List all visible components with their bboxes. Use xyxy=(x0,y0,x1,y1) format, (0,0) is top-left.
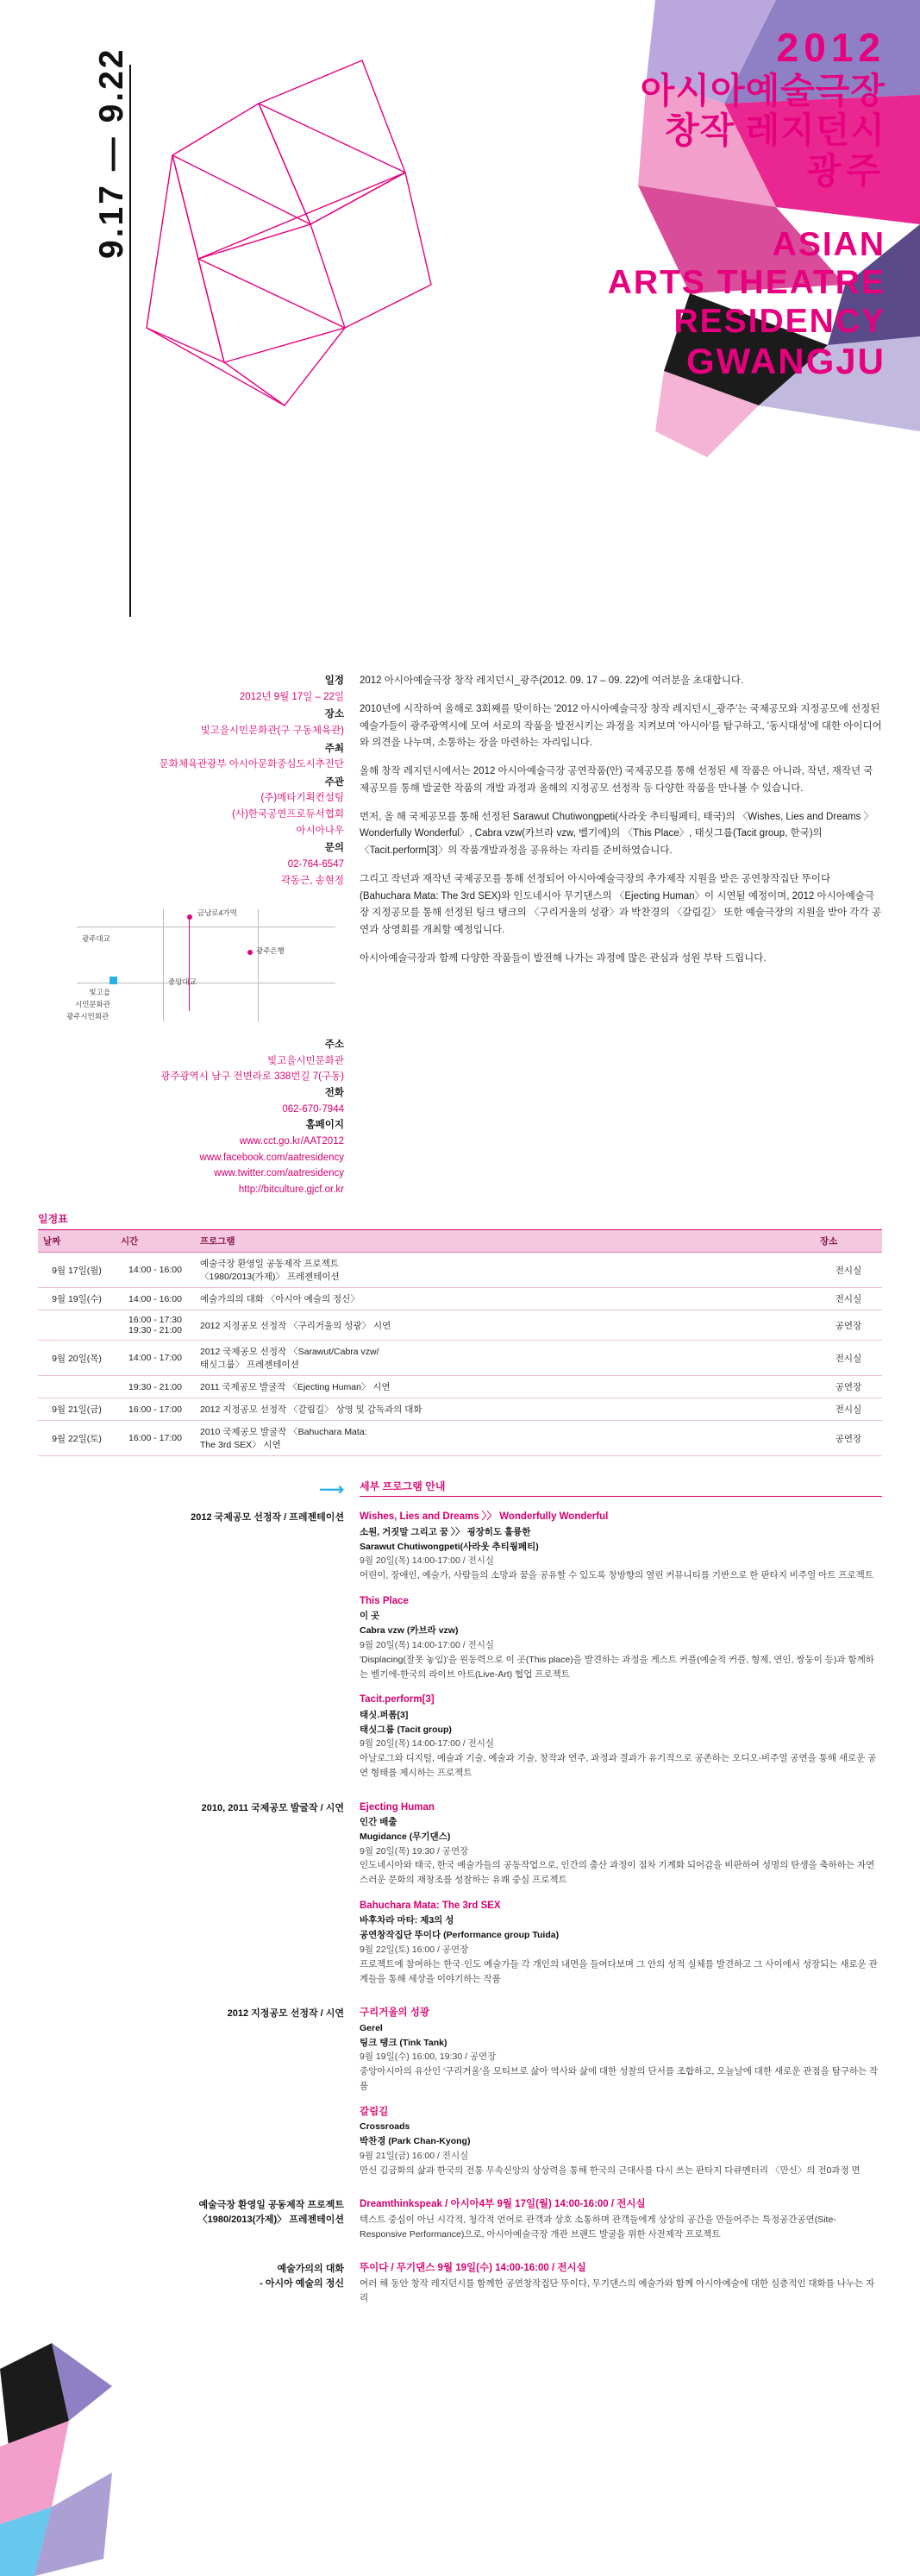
program-meta: 9월 20일(목) 14:00-17:00 / 전시실 xyxy=(360,1555,495,1567)
schedule-title: 일정표 xyxy=(38,1211,882,1230)
program-entry xyxy=(360,2260,882,2305)
schedule-cell-date: 9월 19일(수) xyxy=(38,1288,116,1310)
schedule-section xyxy=(0,1197,920,1456)
schedule-cell-date: 9월 22일(토) xyxy=(38,1421,116,1456)
map-label-gwangjudaegyo: 광주대교 xyxy=(82,934,110,944)
address-label: 주소 xyxy=(324,1040,344,1051)
schedule-cell-place: 공연장 xyxy=(815,1421,882,1456)
schedule-cell-program: 2010 국제공모 발굴작 〈Bahuchara Mata: The 3rd SEX〉 시연 xyxy=(195,1421,815,1456)
hero-title-en-line2: ARTS THEATRE xyxy=(607,264,886,302)
address-line-2: 광주광역시 남구 전변라로 338번길 7(구동) xyxy=(160,1071,344,1083)
schedule-cell-time: 19:30 - 21:00 xyxy=(116,1376,195,1398)
program-description: 여러 해 동안 창작 레지던시를 함께한 공연창작집단 뚜이다, 무기댄스의 예술가와 함께 아시아예술에 대한 심층적인 대화를 나누는 자리 xyxy=(360,2278,875,2303)
table-row xyxy=(38,1341,882,1376)
program-entry xyxy=(360,1692,882,1780)
program-meta: 9월 21일(금) 16:00 / 전시실 xyxy=(360,2150,469,2161)
schedule-cell-program: 2012 지정공모 선정작 〈갈림길〉 상영 및 감독과의 대화 xyxy=(195,1398,815,1421)
program-entry xyxy=(360,1593,882,1681)
schedule-cell-program: 2012 국제공모 선정작 〈Sarawut/Cabra vzw/ 태싯그룹〉 프레젠테이션 xyxy=(195,1341,815,1376)
program-description: 만신 김금화의 삶과 한국의 전통 무속신앙의 상상력을 통해 한국의 근대사를 다시 쓰는 판타지 다큐멘터리 〈만신〉의 전0과정 면 xyxy=(360,2164,861,2176)
program-entry xyxy=(360,1800,882,1888)
hero-title-ko-line1: 아시아예술극장 xyxy=(640,70,886,110)
program-meta: 9월 20일(목) 14:00-17:00 / 전시실 xyxy=(360,1639,495,1650)
detail-group-label: 2012 국제공모 선정작 / 프레젠테이션 xyxy=(191,1512,344,1524)
map-label-citizenhall: 광주시민회관 xyxy=(66,1012,110,1021)
hero-title-en-line1: ASIAN xyxy=(772,226,886,263)
program-description: 아날로그와 디지털, 예술과 기술, 예술과 기술, 창작과 연주, 과정과 결과가 유기적으로 공존하는 오디오-비주얼 공연을 통해 새로운 공연 형태를 제시하는 프로젝트 xyxy=(360,1753,877,1778)
map-label-gwangjubank: 광주은행 xyxy=(256,946,285,956)
table-row xyxy=(38,1310,882,1341)
schedule-cell-program: 2011 국제공모 발굴작 〈Ejecting Human〉 시연 xyxy=(195,1376,815,1398)
detail-group-body xyxy=(360,2260,882,2315)
schedule-body xyxy=(38,1253,882,1456)
detail-group xyxy=(0,1791,920,1997)
info-row-label: 주관 xyxy=(324,776,344,788)
hero-title-ko-line2: 창작 레지던시 xyxy=(664,110,886,151)
map-marker-venue xyxy=(110,977,117,984)
program-meta: 9월 19일(수) 16:00, 19:30 / 공연장 xyxy=(360,2051,497,2063)
schedule-cell-place: 전시실 xyxy=(815,1253,882,1288)
program-entry xyxy=(360,2005,882,2093)
schedule-col-header: 날짜 xyxy=(38,1230,116,1253)
detail-group-body xyxy=(360,2196,882,2252)
schedule-cell-place: 공연장 xyxy=(815,1376,882,1398)
program-title-ko: 태싯.퍼폼[3] xyxy=(360,1709,409,1720)
intro-paragraphs xyxy=(360,673,882,968)
schedule-cell-date: 9월 17일(월) xyxy=(38,1253,116,1288)
program-entry xyxy=(360,1898,882,1986)
program-title-en: Wishes, Lies and Dreams 〉〉 Wonderfully Wonderful xyxy=(360,1511,609,1523)
info-row xyxy=(38,741,344,773)
phone-value: 062-670-7944 xyxy=(282,1103,344,1115)
program-meta: 9월 22일(토) 16:00 / 공연장 xyxy=(360,1945,469,1956)
map-dot-1 xyxy=(187,914,192,920)
program-entry xyxy=(360,2196,882,2241)
schedule-cell-date xyxy=(38,1310,116,1341)
table-row xyxy=(38,1288,882,1310)
program-entry xyxy=(360,2104,882,2178)
program-title-en: Tacit.perform[3] xyxy=(360,1694,435,1706)
intro-paragraph: 2010년에 시작하여 올해로 3회째를 맞이하는 '2012 아시아예술극장 창작 레지던시_광주'는 국제공모와 지정공모에 선정된 예술가들이 광주광역시에 모여 서로의 작품을 발전시키는 과정을 지켜보며 '아시아'를 탐구하고, '동시대성'에 대한 아이디어와 의견을 나누며, 소통하는 장을 마련하는 자리입니다. xyxy=(360,703,882,749)
detail-group-label: 2010, 2011 국제공모 발굴작 / 시연 xyxy=(201,1802,344,1813)
schedule-cell-time: 16:00 - 17:00 xyxy=(116,1398,195,1421)
info-row-value: 아시아나우 xyxy=(296,825,344,836)
info-row xyxy=(38,775,344,839)
detail-group-label: 2012 지정공모 선정작 / 시연 xyxy=(227,2008,344,2020)
schedule-cell-program: 예술가의의 대화 〈아시아 예술의 정신〉 xyxy=(195,1288,815,1310)
program-title-en: Bahuchara Mata: The 3rd SEX xyxy=(360,1901,501,1912)
program-title-en: Ejecting Human xyxy=(360,1801,435,1813)
info-row-value: 곽동근, 송현정 xyxy=(280,875,344,886)
program-title-en: This Place xyxy=(360,1595,409,1606)
info-row-label: 일정 xyxy=(324,675,344,686)
schedule-header-row xyxy=(38,1230,882,1253)
program-description: 텍스트 중심이 아닌 시각적, 청각적 언어로 관객과 상호 소통하며 관객들에게 상상의 공간을 만들어주는 특정공간공연(Site-Responsive Performance)으로, 아시아예술극장 개관 브랜드 발굴을 위한 사전제작 프로젝트 xyxy=(360,2214,836,2240)
program-title-ko: 소원, 거짓말 그리고 꿈 〉〉 굉장히도 훌륭한 xyxy=(360,1526,531,1537)
program-description: 인도네시아와 태국, 한국 예술가들의 공동작업으로, 인간의 출산 과정이 점차 기계화 되어감을 비판하여 성명의 탄생을 축하하는 자연스러운 문화의 재창조를 성찰하는 유쾌 중심 프로젝트 xyxy=(360,1860,875,1886)
info-row xyxy=(38,840,344,889)
detail-group xyxy=(0,2252,920,2315)
info-row-value: 02-764-6547 xyxy=(287,858,344,870)
program-title-en: 구리거울의 성광 xyxy=(360,2007,429,2019)
detail-groups xyxy=(0,1500,920,2315)
info-row-label: 장소 xyxy=(324,709,344,720)
program-title-en: 갈림길 xyxy=(360,2106,389,2117)
table-row xyxy=(38,1376,882,1398)
schedule-cell-place: 공연장 xyxy=(815,1310,882,1341)
schedule-cell-place: 전시실 xyxy=(815,1398,882,1421)
intro-paragraph: 아시아예술극장과 함께 다양한 작품들이 발전해 나가는 과정에 많은 관심과 성원 부탁 드립니다. xyxy=(360,952,767,964)
intro-paragraph: 먼저, 올 해 국제공모를 통해 선정된 Sarawut Chutiwongpeti(사라웃 추티웡페티, 태국)의 〈Wishes, Lies and Dreams 〉 Wonderfully Wonderful〉, Cabra vzw(카브라 vzw, 벨기에)의 〈This Place〉, 태싯그룹(Tacit group, 한국)의 〈Tacit.perform[3]〉의 작품개발과정을 공유하는 자리를 준비하였습니다. xyxy=(360,811,874,857)
info-row-label: 주최 xyxy=(324,743,344,754)
homepage-link-2[interactable]: www.facebook.com/aatresidency xyxy=(199,1152,344,1163)
program-title-en: Dreamthinkspeak / 아시아4부 9월 17일(월) 14:00-16:00 / 전시실 xyxy=(360,2199,646,2210)
program-meta: 9월 20일(목) 19:30 / 공연장 xyxy=(360,1845,469,1857)
homepage-link-1[interactable]: www.cct.go.kr/AAT2012 xyxy=(239,1135,344,1147)
program-description: 'Displacing(잘못 놓임)'을 원동력으로 이 곳(This place)을 발견하는 과정을 게스트 커플(예술적 커플, 형제, 연인, 쌍둥이 등)과 함께하는 벨기에-한국의 라이브 아트(Live-Art) 협업 프로젝트 xyxy=(360,1654,874,1680)
intro-text-column xyxy=(360,673,882,1197)
program-artist: 팅크 탱크 (Tink Tank) xyxy=(360,2037,447,2048)
intro-paragraph: 그리고 작년과 재작년 국제공모를 통해 선정되어 아시아예술극장의 추가제작 지원을 받은 공연창작집단 뚜이다 (Bahuchara Mata: The 3rd SEX)와 인도네시아 무기댄스의 〈Ejecting Human〉이 시연될 예정이며, 2012 아시아예술극장 지정공모를 통해 선정된 팅크 탱크의 〈구리거울의 성광〉과 박찬경의 〈갈림길〉 또한 예술극장의 지원을 받아 각각 공연과 상영회를 개최할 예정입니다. xyxy=(360,873,881,936)
detail-group-label: 예술극장 환영일 공동제작 프로젝트 〈1980/2013(가제)〉 프레젠테이션 xyxy=(197,2200,344,2225)
schedule-col-header: 프로그램 xyxy=(195,1230,815,1253)
program-title-ko: 이 곳 xyxy=(360,1611,380,1622)
hero-title-en-line3: RESIDENCY xyxy=(673,302,886,340)
info-row xyxy=(38,673,344,705)
schedule-cell-time: 14:00 - 17:00 xyxy=(116,1341,195,1376)
detail-section-header xyxy=(0,1456,920,1500)
schedule-cell-program: 2012 지정공모 선정작 〈구리거울의 성광〉 시연 xyxy=(195,1310,815,1341)
schedule-col-header: 장소 xyxy=(815,1230,882,1253)
address-line-1: 빛고을시민문화관 xyxy=(267,1055,344,1066)
hero-title-korean xyxy=(641,26,886,191)
schedule-table xyxy=(38,1230,882,1456)
detail-group-body xyxy=(360,2005,882,2188)
program-title-en: 뚜이다 / 무기댄스 9월 19일(수) 14:00-16:00 / 전시실 xyxy=(360,2263,586,2274)
program-artist: Mugidance (무기댄스) xyxy=(360,1831,451,1842)
schedule-cell-date: 9월 21일(금) xyxy=(38,1398,116,1421)
table-row xyxy=(38,1253,882,1288)
detail-group-body xyxy=(360,1509,882,1790)
program-artist: 공연창작집단 뚜이다 (Performance group Tuida) xyxy=(360,1930,560,1941)
arrow-right-icon: ⟶ xyxy=(319,1480,344,1500)
program-title-ko: 인간 배출 xyxy=(360,1817,397,1828)
event-info-column xyxy=(38,673,344,1197)
detail-group-label: 예술가의의 대화 - 아시아 예술의 정신 xyxy=(260,2264,344,2289)
program-description: 중앙아시아의 유산인 '구리거울'을 모티브로 삶아 역사와 삶에 대한 성찰의 단서를 조합하고, 오늘날에 대한 새로운 관점을 탐구하는 작품 xyxy=(360,2066,879,2092)
detail-group xyxy=(0,1500,920,1790)
intro-paragraph: 2012 아시아예술극장 창작 레지던시_광주(2012. 09. 17 – 09. 22)에 여러분을 초대합니다. xyxy=(360,675,744,686)
program-artist: Cabra vzw (카브라 vzw) xyxy=(360,1625,459,1637)
map-label-venue: 빛고을 시민문화관 xyxy=(75,988,111,1008)
program-meta: 9월 20일(목) 14:00-17:00 / 전시실 xyxy=(360,1738,495,1750)
phone-label: 전화 xyxy=(324,1088,344,1098)
hero-year: 2012 xyxy=(776,25,886,70)
info-row-value: (사)한국공연프로듀서협회 xyxy=(232,809,344,820)
info-row-value: 2012년 9월 17일 – 22일 xyxy=(239,691,344,702)
program-title-ko: Crossroads xyxy=(360,2121,410,2133)
program-description: 프로젝트에 참여하는 한국·인도 예술가들 각 개인의 내면을 들여다보며 그 안의 성적 실체를 발견하고 그 사이에서 성장되는 새로운 관계들을 통해 세상을 이야기하는 작품 xyxy=(360,1958,878,1984)
schedule-cell-date xyxy=(38,1376,116,1398)
info-row-value: (주)메타기획컨설팅 xyxy=(260,793,344,804)
map-label-geumnamro: 금남로4가역 xyxy=(197,908,237,918)
program-entry xyxy=(360,1509,882,1583)
intro-paragraph: 올해 창작 레지던시에서는 2012 아시아예술극장 공연작품(안) 국제공모를 통해 선정된 세 작품은 아니라, 작년, 재작년 국제공모를 통해 발굴한 작품의 개발 과정과 올해의 지정공모 선정작 등 다양한 작품을 만나볼 수 있습니다. xyxy=(360,766,873,794)
info-row xyxy=(38,707,344,738)
table-row xyxy=(38,1421,882,1456)
hero-title-english xyxy=(608,226,886,382)
map-dot-2 xyxy=(247,950,253,955)
hero-title-en-line4: GWANGJU xyxy=(685,341,886,382)
schedule-cell-time: 14:00 - 16:00 xyxy=(116,1288,195,1310)
schedule-cell-place: 전시실 xyxy=(815,1288,882,1310)
hero-banner xyxy=(0,0,920,656)
schedule-cell-time: 16:00 - 17:00 xyxy=(116,1421,195,1456)
detail-header-title: 세부 프로그램 안내 xyxy=(360,1479,882,1497)
info-row-value: 문화체육관광부 아시아문화중심도시추진단 xyxy=(159,759,344,770)
program-artist: Sarawut Chutiwongpeti(사라웃 추티웡페티) xyxy=(360,1541,539,1552)
schedule-col-header: 시간 xyxy=(116,1230,195,1253)
homepage-link-3[interactable]: www.twitter.com/aatresidency xyxy=(214,1168,344,1179)
schedule-cell-program: 예술극장 환영일 공동제작 프로젝트 〈1980/2013(가제)〉 프레젠테이션 xyxy=(195,1253,815,1288)
map-label-jungang: 중앙대교 xyxy=(168,977,197,987)
program-title-ko: 바후차라 마타: 제3의 성 xyxy=(360,1915,454,1926)
homepage-label: 홈페이지 xyxy=(305,1120,344,1131)
venue-address-block xyxy=(38,1037,344,1197)
detail-group xyxy=(0,1996,920,2188)
detail-group xyxy=(0,2188,920,2252)
schedule-cell-place: 전시실 xyxy=(815,1341,882,1376)
info-and-intro xyxy=(0,656,920,1197)
program-description: 어린이, 장애인, 예술가, 사람들의 소망과 꿈을 공유할 수 있도록 창방향의 열린 커뮤니티를 기반으로 한 판타지 비주얼 아트 프로젝트 xyxy=(360,1570,873,1581)
location-map xyxy=(59,901,344,1030)
main-content xyxy=(0,656,920,2350)
table-row xyxy=(38,1398,882,1421)
program-artist: 박찬경 (Park Chan-Kyong) xyxy=(360,2136,471,2147)
event-info-list xyxy=(38,673,344,889)
info-row-label: 문의 xyxy=(324,843,344,854)
detail-arrow-col xyxy=(38,1479,344,1500)
info-row-value: 빛고을시민문화관(구 구동체육관) xyxy=(200,725,344,736)
schedule-cell-date: 9월 20일(목) xyxy=(38,1341,116,1376)
hero-dates: 9.17 — 9.22 xyxy=(93,47,130,259)
schedule-cell-time: 16:00 - 17:30 19:30 - 21:00 xyxy=(116,1310,195,1341)
homepage-link-4[interactable]: http://bitculture.gjcf.or.kr xyxy=(238,1184,344,1195)
hero-title-ko-line3: 광주 xyxy=(806,150,886,191)
schedule-cell-time: 14:00 - 16:00 xyxy=(116,1253,195,1288)
program-title-ko: Gerel xyxy=(360,2022,383,2033)
program-artist: 태싯그룹 (Tacit group) xyxy=(360,1724,452,1735)
detail-group-body xyxy=(360,1800,882,1997)
